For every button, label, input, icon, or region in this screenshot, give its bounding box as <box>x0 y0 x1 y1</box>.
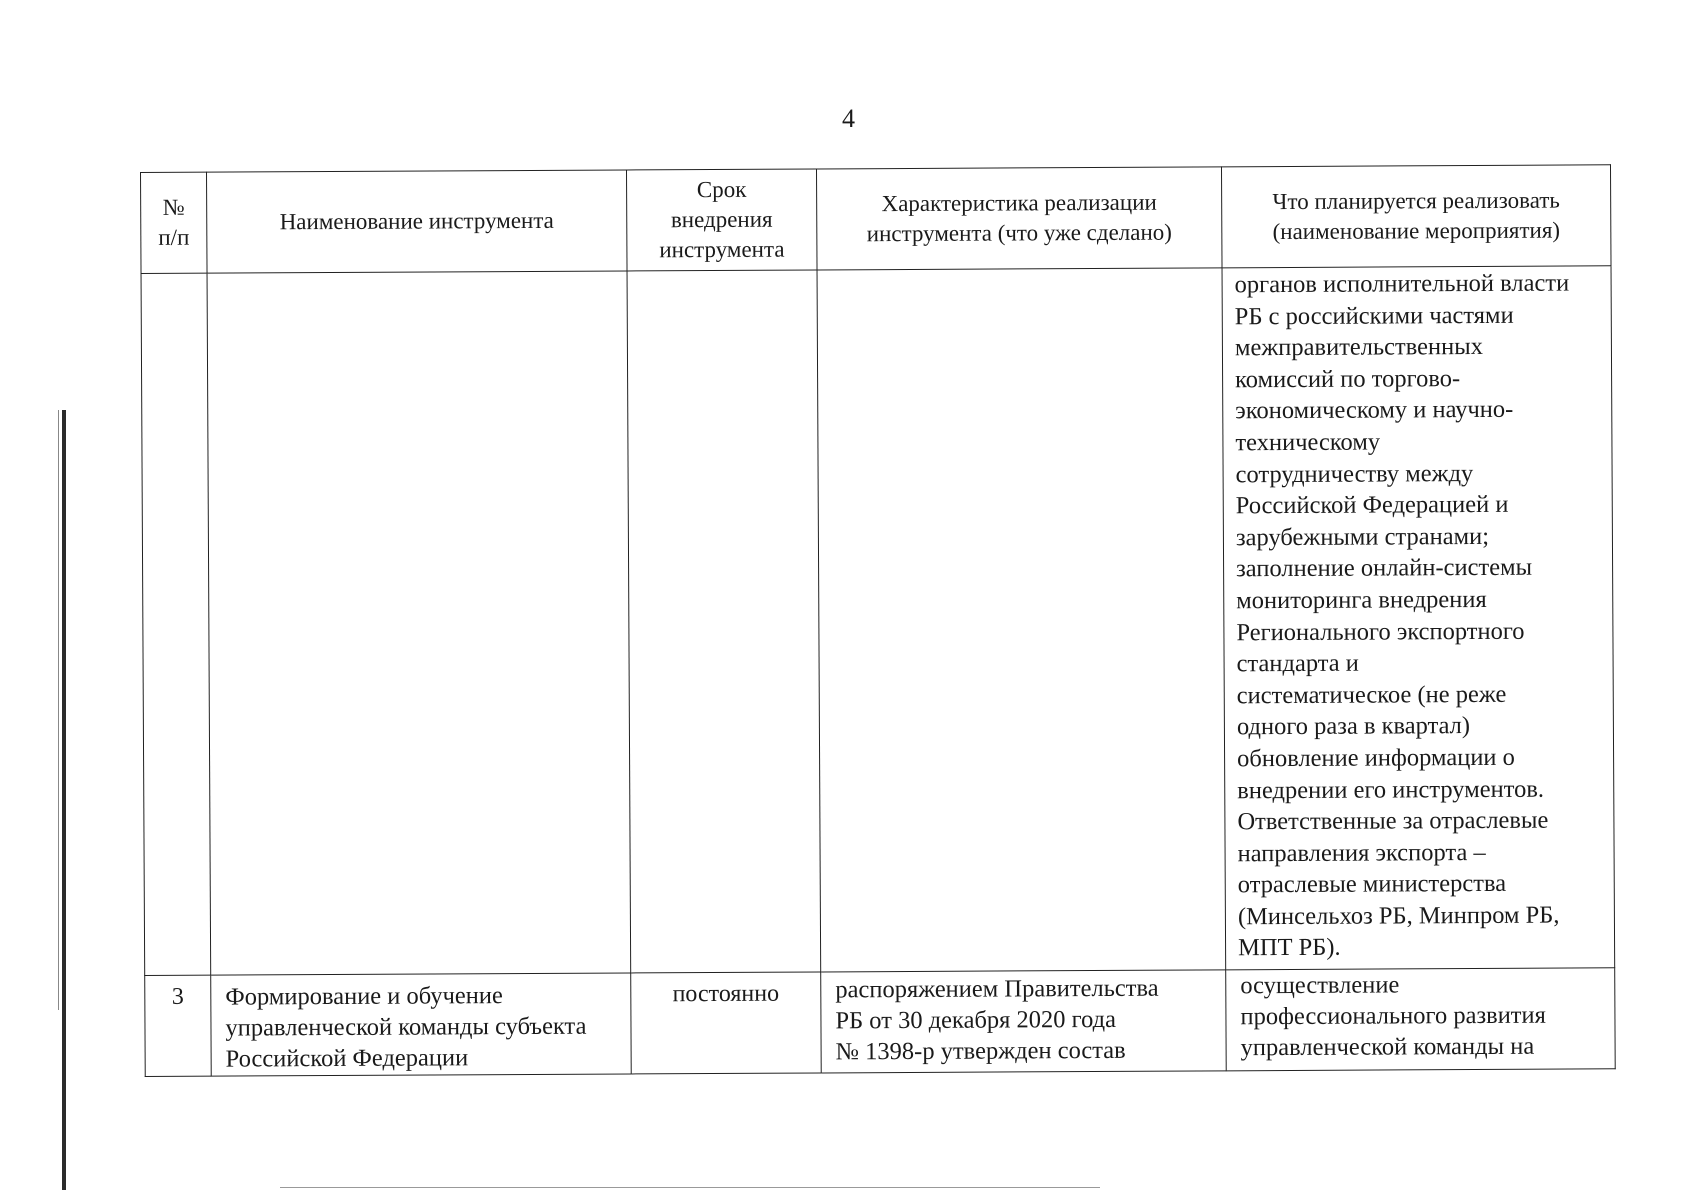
plan-line: направления экспорта – <box>1237 838 1486 867</box>
table-header-row <box>141 165 1612 274</box>
characteristic-line: распоряжением Правительства <box>835 974 1159 1004</box>
tool-name-line: Формирование и обучение <box>225 982 503 1011</box>
plan-line: отраслевые министерства <box>1237 870 1507 899</box>
plan-line: Российской Федерацией и <box>1235 490 1509 520</box>
plan-line: одного раза в квартал) <box>1236 712 1471 741</box>
plan-line: Регионального экспортного <box>1236 617 1525 646</box>
plan-line: зарубежными странами; <box>1235 522 1490 552</box>
characteristic-line: РБ от 30 декабря 2020 года <box>835 1005 1117 1035</box>
header-term-line: инструмента <box>659 236 785 263</box>
header-term <box>626 169 817 271</box>
scan-margin-edge <box>62 410 66 1190</box>
plan-line: техническому <box>1235 428 1381 457</box>
cell-tool-name <box>211 973 632 1076</box>
scan-bottom-line <box>280 1187 1100 1188</box>
plan-line: МПТ РБ). <box>1238 934 1341 962</box>
plan-line: заполнение онлайн-системы <box>1236 554 1533 583</box>
header-characteristic-line: инструмента (что уже сделано) <box>866 219 1172 247</box>
table-row <box>145 968 1616 1077</box>
cell-term <box>627 270 821 973</box>
cell-plan <box>1226 968 1616 1071</box>
plan-line: систематическое (не реже <box>1236 680 1507 709</box>
header-tool-name-line: Наименование инструмента <box>279 207 554 235</box>
cell-plan <box>1222 266 1615 970</box>
plan-line: экономическому и научно- <box>1235 396 1514 425</box>
header-number <box>141 172 208 273</box>
plan-line: (Минсельхоз РБ, Минпром РБ, <box>1237 901 1560 931</box>
header-number-line: № <box>162 194 185 220</box>
cell-term: постоянно <box>631 972 822 1074</box>
header-term-line: внедрения <box>670 206 773 233</box>
plan-line: профессионального развития <box>1240 1001 1546 1031</box>
plan-line: мониторинга внедрения <box>1236 585 1487 615</box>
plan-line: Ответственные за отраслевые <box>1237 806 1549 836</box>
header-term-line: Срок <box>696 176 747 203</box>
plan-line: органов исполнительной власти <box>1234 269 1570 299</box>
tools-table <box>140 164 1616 1077</box>
header-tool-name <box>207 170 628 273</box>
characteristic-line: № 1398-р утвержден состав <box>835 1036 1126 1066</box>
plan-line: стандарта и <box>1236 649 1359 678</box>
plan-line: комиссий по торгово- <box>1235 364 1461 394</box>
plan-line: межправительственных <box>1234 333 1484 362</box>
header-plan-line: (наименование мероприятия) <box>1272 217 1561 245</box>
plan-line: сотрудничеству между <box>1235 459 1474 488</box>
plan-line: управленческой команды на <box>1240 1032 1535 1062</box>
page-number: 4 <box>842 104 855 133</box>
plan-line: осуществление <box>1240 971 1400 1000</box>
plan-line: внедрении его инструментов. <box>1237 775 1545 804</box>
plan-line: обновление информации о <box>1237 743 1515 773</box>
cell-number <box>141 273 211 975</box>
cell-number: 3 <box>145 975 212 1076</box>
cell-characteristic <box>821 970 1227 1073</box>
cell-characteristic <box>817 268 1226 972</box>
header-characteristic-line: Характеристика реализации <box>881 189 1157 217</box>
header-plan <box>1221 165 1611 268</box>
header-characteristic <box>816 167 1222 270</box>
plan-line: РБ с российскими частями <box>1234 301 1514 330</box>
scan-margin-shadow <box>58 410 59 1010</box>
tool-name-line: управленческой команды субъекта <box>225 1012 587 1042</box>
header-number-line: п/п <box>158 224 190 250</box>
table-row-continuation <box>141 266 1615 976</box>
header-plan-line: Что планируется реализовать <box>1272 187 1560 215</box>
cell-tool-name <box>207 271 631 975</box>
tool-name-line: Российской Федерации <box>225 1044 469 1073</box>
